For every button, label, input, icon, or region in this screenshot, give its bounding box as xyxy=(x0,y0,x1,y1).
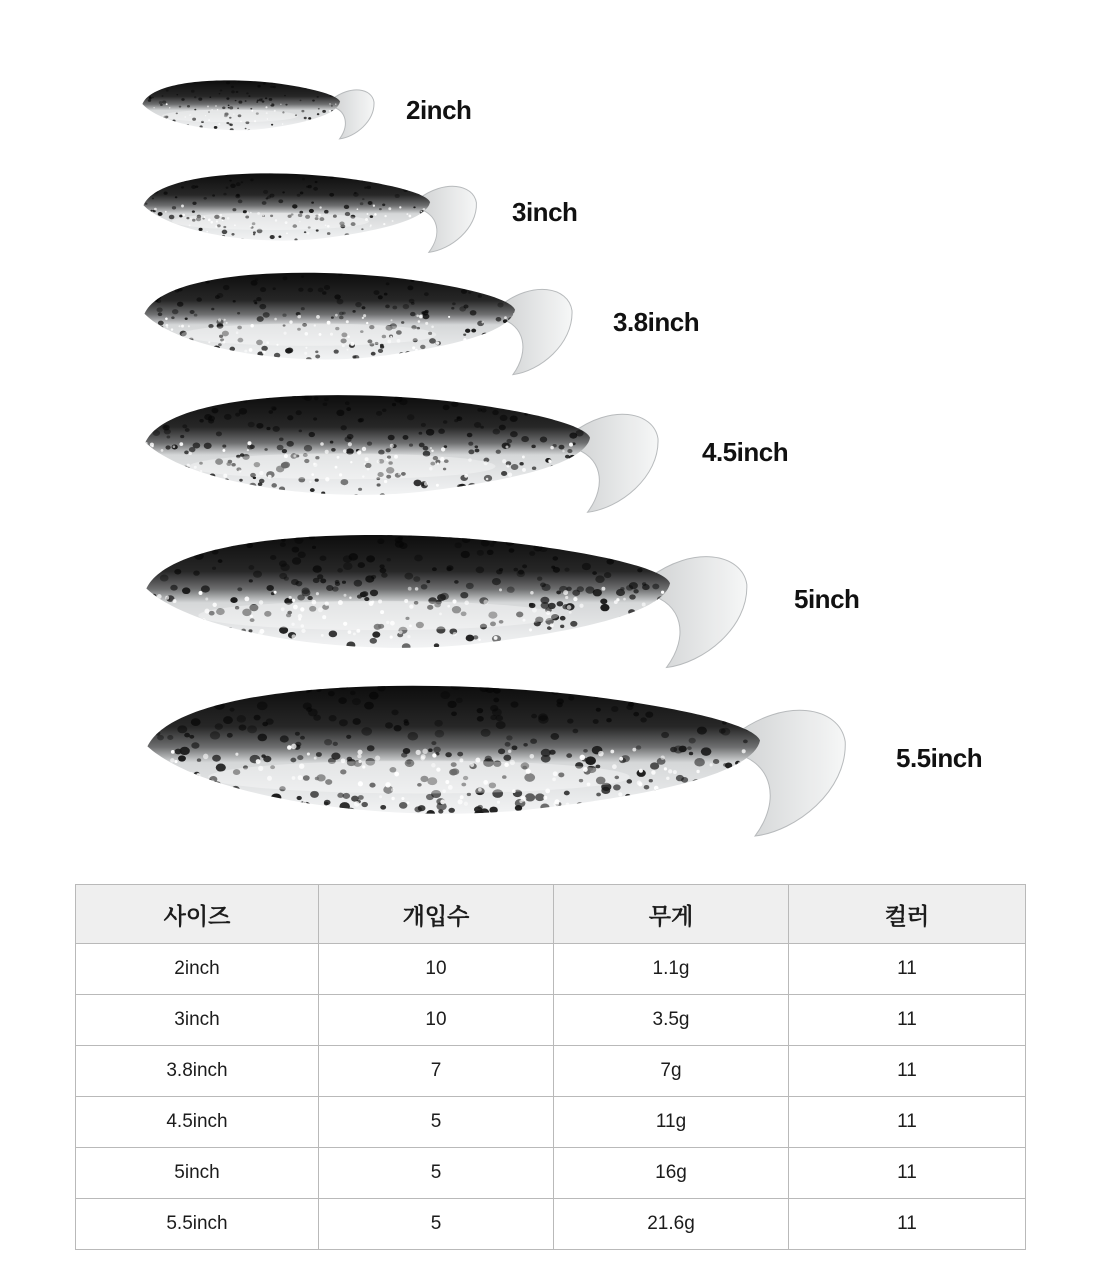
table-cell: 11 xyxy=(789,1097,1026,1148)
soft-plastic-lure-image xyxy=(140,664,870,852)
soft-plastic-lure-image xyxy=(140,258,587,387)
table-header-cell: 컬러 xyxy=(789,885,1026,944)
soft-plastic-lure-image xyxy=(140,516,768,682)
table-header-cell: 사이즈 xyxy=(76,885,319,944)
table-cell: 11 xyxy=(789,995,1026,1046)
table-cell: 5inch xyxy=(76,1148,319,1199)
lure-size-label: 5.5inch xyxy=(896,742,983,773)
lure-row xyxy=(140,258,699,387)
table-body xyxy=(76,944,1026,1250)
table-row xyxy=(76,995,1026,1046)
soft-plastic-lure-image xyxy=(140,162,488,263)
table-row xyxy=(76,1097,1026,1148)
lure-row xyxy=(140,664,982,852)
table-row xyxy=(76,1046,1026,1097)
table-row xyxy=(76,1199,1026,1250)
table-cell: 3.5g xyxy=(554,995,789,1046)
lure-row xyxy=(140,72,471,148)
table-cell: 16g xyxy=(554,1148,789,1199)
table-cell: 3inch xyxy=(76,995,319,1046)
table-header-cell: 개입수 xyxy=(319,885,554,944)
spec-table xyxy=(75,884,1026,1250)
lure-size-label: 3.8inch xyxy=(613,307,700,337)
lure-size-label: 4.5inch xyxy=(702,436,789,467)
table-cell: 5 xyxy=(319,1097,554,1148)
table-cell: 3.8inch xyxy=(76,1046,319,1097)
table-cell: 5 xyxy=(319,1199,554,1250)
table-cell: 4.5inch xyxy=(76,1097,319,1148)
table-header-row xyxy=(76,885,1026,944)
lure-row xyxy=(140,516,859,682)
lure-row xyxy=(140,162,577,263)
table-cell: 11 xyxy=(789,944,1026,995)
table-cell: 7g xyxy=(554,1046,789,1097)
table-cell: 5 xyxy=(319,1148,554,1199)
table-cell: 10 xyxy=(319,995,554,1046)
table-cell: 21.6g xyxy=(554,1199,789,1250)
spec-table-container xyxy=(75,884,1025,1250)
table-cell: 1.1g xyxy=(554,944,789,995)
table-cell: 11 xyxy=(789,1148,1026,1199)
table-row xyxy=(76,1148,1026,1199)
table-cell: 10 xyxy=(319,944,554,995)
table-cell: 7 xyxy=(319,1046,554,1097)
table-row xyxy=(76,944,1026,995)
lure-size-label: 3inch xyxy=(512,197,578,227)
table-cell: 11 xyxy=(789,1199,1026,1250)
table-cell: 2inch xyxy=(76,944,319,995)
table-cell: 11g xyxy=(554,1097,789,1148)
lure-size-label: 5inch xyxy=(794,583,860,614)
soft-plastic-lure-image xyxy=(140,72,382,148)
table-header-cell: 무게 xyxy=(554,885,789,944)
lure-row xyxy=(140,378,788,526)
soft-plastic-lure-image xyxy=(140,378,676,526)
table-cell: 5.5inch xyxy=(76,1199,319,1250)
table-cell: 11 xyxy=(789,1046,1026,1097)
lure-size-label: 2inch xyxy=(406,94,472,125)
